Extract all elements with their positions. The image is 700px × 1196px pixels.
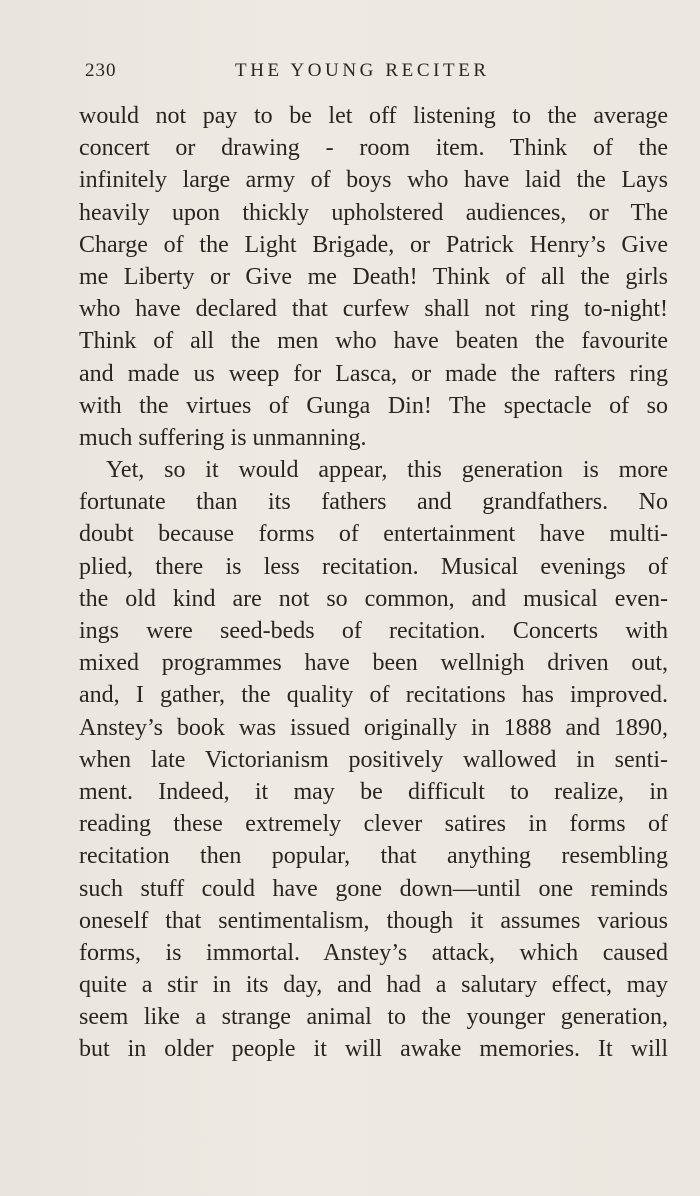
text-line: me Liberty or Give me Death! Think of all the girls [79,263,668,290]
body-text [79,100,668,1066]
text-line: the old kind are not so common, and musical even- [79,585,668,612]
text-line: Charge of the Light Brigade, or Patrick Henry’s Give [79,231,668,258]
text-line: plied, there is less recitation. Musical evenings of [79,553,668,580]
text-line: reading these extremely clever satires in forms of [79,811,668,838]
text-line: doubt because forms of entertainment have multi- [79,521,668,548]
text-line: with the virtues of Gunga Din! The spectacle of so [79,392,668,419]
text-line: when late Victorianism positively wallowed in senti- [79,746,668,773]
text-line: forms, is immortal. Anstey’s attack, which caused [79,939,668,966]
text-line: infinitely large army of boys who have laid the Lays [79,167,668,194]
text-line: Anstey’s book was issued originally in 1888 and 1890, [79,714,668,741]
text-line: oneself that sentimentalism, though it assumes various [79,907,668,934]
text-line: mixed programmes have been wellnigh driven out, [79,650,668,677]
text-line: ment. Indeed, it may be difficult to realize, in [79,778,668,805]
text-line: concert or drawing - room item. Think of the [79,135,668,162]
text-line: Think of all the men who have beaten the favourite [79,328,668,355]
text-line: heavily upon thickly upholstered audiences, or The [79,199,668,226]
text-line: such stuff could have gone down—until one reminds [79,875,668,902]
text-line: recitation then popular, that anything resembling [79,843,668,870]
text-line: much suffering is unmanning. [79,424,367,451]
text-line: Yet, so it would appear, this generation is more [106,457,668,484]
page-number: 230 [85,60,117,81]
text-line: ings were seed-beds of recitation. Concerts with [79,618,668,644]
text-line: who have declared that curfew shall not ring to-night! [79,296,668,323]
text-line: but in older people it will awake memories. It will [79,1036,668,1063]
running-head [85,60,668,88]
text-line: fortunate than its fathers and grandfathers. No [79,489,668,516]
text-line: and made us weep for Lasca, or made the rafters ring [79,360,668,387]
text-line: quite a stir in its day, and had a salutary effect, may [79,972,668,999]
text-line: would not pay to be let off listening to the average [79,103,668,129]
text-line: seem like a strange animal to the younger generation, [79,1004,668,1031]
book-title: THE YOUNG RECITER [235,60,490,81]
text-line: and, I gather, the quality of recitations has improved. [79,682,668,709]
